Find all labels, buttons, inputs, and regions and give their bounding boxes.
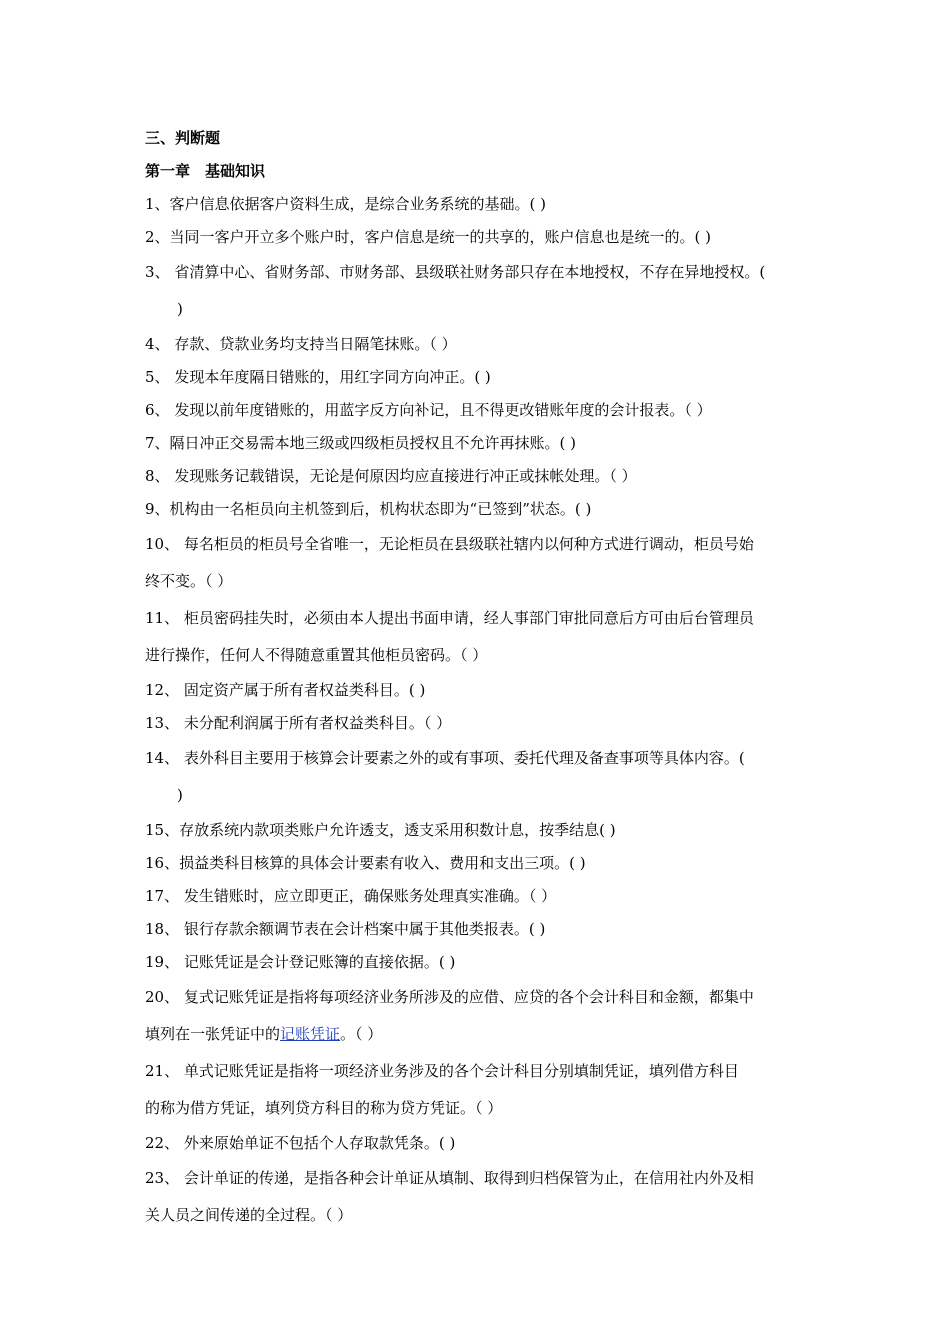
question-number: 9、 — [145, 500, 170, 518]
question-17 — [145, 880, 815, 913]
question-text: 客户信息依据客户资料生成，是综合业务系统的基础。( ) — [169, 195, 547, 213]
question-text-continuation — [145, 1016, 815, 1053]
question-text: 每名柜员的柜员号全省唯一，无论柜员在县级联社辖内以何种方式进行调动，柜员号始 — [179, 535, 754, 553]
question-8 — [145, 460, 815, 493]
question-text-continuation: ) — [177, 786, 183, 804]
question-7 — [145, 427, 815, 460]
document-page — [145, 122, 815, 1234]
question-10 — [145, 526, 815, 600]
question-text: 当同一客户开立多个账户时，客户信息是统一的共享的，账户信息也是统一的。( ) — [169, 228, 712, 246]
question-number: 3、 — [145, 263, 170, 281]
question-2 — [145, 221, 815, 254]
question-text-continuation: 的称为借方凭证，填列贷方科目的称为贷方凭证。（ ） — [145, 1099, 503, 1117]
continuation-text-end: 。（ ） — [340, 1025, 383, 1043]
question-text: 银行存款余额调节表在会计档案中属于其他类报表。( ) — [179, 920, 546, 938]
question-text: 会计单证的传递，是指各种会计单证从填制、取得到归档保管为止，在信用社内外及相 — [179, 1169, 754, 1187]
question-text: 记账凭证是会计登记账簿的直接依据。( ) — [179, 953, 456, 971]
question-number: 20、 — [145, 988, 180, 1006]
question-number: 8、 — [145, 467, 170, 485]
question-text: 隔日冲正交易需本地三级或四级柜员授权且不允许再抹账。( ) — [169, 434, 577, 452]
question-22 — [145, 1127, 815, 1160]
question-5 — [145, 361, 815, 394]
question-number: 23、 — [145, 1169, 180, 1187]
question-number: 6、 — [145, 401, 170, 419]
question-text: 存款、贷款业务均支持当日隔笔抹账。（ ） — [169, 335, 457, 353]
question-19 — [145, 946, 815, 979]
question-text: 发现账务记载错误，无论是何原因均应直接进行冲正或抹帐处理。（ ） — [169, 467, 637, 485]
question-20 — [145, 979, 815, 1053]
question-text: 省清算中心、省财务部、市财务部、县级联社财务部只存在本地授权，不存在异地授权。( — [169, 263, 766, 281]
question-number: 16、 — [145, 854, 180, 872]
question-4 — [145, 328, 815, 361]
question-13 — [145, 707, 815, 740]
question-number: 19、 — [145, 953, 180, 971]
question-text: 损益类科目核算的具体会计要素有收入、费用和支出三项。( ) — [179, 854, 586, 872]
voucher-link[interactable]: 记账凭证 — [280, 1025, 341, 1043]
question-number: 17、 — [145, 887, 180, 905]
question-text: 发现本年度隔日错账的，用红字同方向冲正。( ) — [169, 368, 491, 386]
question-text: 发现以前年度错账的，用蓝字反方向补记，且不得更改错账年度的会计报表。（ ） — [169, 401, 712, 419]
question-text: 表外科目主要用于核算会计要素之外的或有事项、委托代理及备查事项等具体内容。( — [179, 749, 745, 767]
question-21 — [145, 1053, 815, 1127]
question-text: 单式记账凭证是指将一项经济业务涉及的各个会计科目分别填制凭证，填列借方科目 — [179, 1062, 739, 1080]
continuation-text: 填列在一张凭证中的 — [145, 1025, 281, 1043]
question-23 — [145, 1160, 815, 1234]
question-number: 5、 — [145, 368, 170, 386]
question-1 — [145, 188, 815, 221]
question-text-continuation: 终不变。（ ） — [145, 572, 233, 590]
question-text: 固定资产属于所有者权益类科目。( ) — [179, 681, 426, 699]
question-number: 7、 — [145, 434, 170, 452]
question-text-continuation: 进行操作，任何人不得随意重置其他柜员密码。（ ） — [145, 646, 488, 664]
question-text: 未分配利润属于所有者权益类科目。（ ） — [179, 714, 452, 732]
question-number: 1、 — [145, 195, 170, 213]
question-number: 11、 — [145, 609, 180, 627]
question-18 — [145, 913, 815, 946]
question-12 — [145, 674, 815, 707]
question-text: 外来原始单证不包括个人存取款凭条。( ) — [179, 1134, 456, 1152]
question-6 — [145, 394, 815, 427]
question-9 — [145, 493, 815, 526]
question-number: 15、 — [145, 821, 180, 839]
question-text: 存放系统内款项类账户允许透支，透支采用积数计息，按季结息( ) — [179, 821, 616, 839]
question-number: 4、 — [145, 335, 170, 353]
section-title: 三、判断题 — [145, 129, 221, 147]
question-number: 10、 — [145, 535, 180, 553]
question-text-continuation: ) — [177, 300, 183, 318]
question-text: 柜员密码挂失时，必须由本人提出书面申请，经人事部门审批同意后方可由后台管理员 — [179, 609, 754, 627]
chapter-title: 第一章 基础知识 — [145, 162, 266, 180]
question-number: 21、 — [145, 1062, 180, 1080]
question-text: 发生错账时，应立即更正，确保账务处理真实准确。（ ） — [179, 887, 557, 905]
question-3 — [145, 254, 815, 328]
question-11 — [145, 600, 815, 674]
question-text: 复式记账凭证是指将每项经济业务所涉及的应借、应贷的各个会计科目和金额，都集中 — [179, 988, 754, 1006]
question-text-continuation: 关人员之间传递的全过程。（ ） — [145, 1206, 353, 1224]
question-15 — [145, 814, 815, 847]
question-14 — [145, 740, 815, 814]
question-number: 22、 — [145, 1134, 180, 1152]
question-16 — [145, 847, 815, 880]
question-number: 14、 — [145, 749, 180, 767]
question-number: 12、 — [145, 681, 180, 699]
question-number: 2、 — [145, 228, 170, 246]
question-text: 机构由一名柜员向主机签到后，机构状态即为“已签到”状态。( ) — [169, 500, 592, 518]
question-number: 13、 — [145, 714, 180, 732]
question-number: 18、 — [145, 920, 180, 938]
